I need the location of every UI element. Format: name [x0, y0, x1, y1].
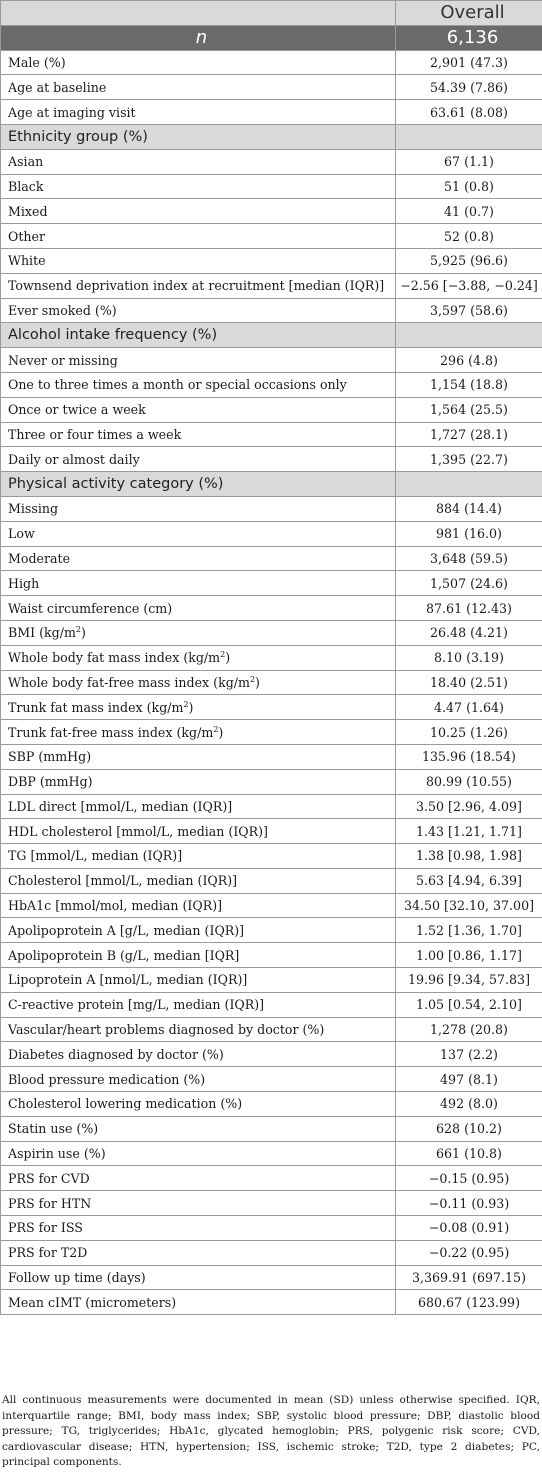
- row-value: 34.50 [32.10, 37.00]: [396, 893, 542, 918]
- table-row: [1, 1265, 542, 1290]
- row-value: 4.47 (1.64): [396, 695, 542, 720]
- row-value: −0.22 (0.95): [396, 1240, 542, 1265]
- row-label: Whole body fat-free mass index $(kg/m^2)$: [1, 670, 396, 695]
- table-row: [1, 1166, 542, 1191]
- table-row: [1, 769, 542, 794]
- row-label: Ever smoked (%): [1, 298, 396, 323]
- row-label: Age at baseline: [1, 75, 396, 100]
- table-row: [1, 496, 542, 521]
- row-label: Vascular/heart problems diagnosed by doctor (%): [1, 1017, 396, 1042]
- table-row: [1, 273, 542, 298]
- table-row: [1, 1092, 542, 1117]
- row-label: Apolipoprotein A [g/L, median (IQR)]: [1, 918, 396, 943]
- table-row: [1, 571, 542, 596]
- row-label: One to three times a month or special occasions only: [1, 372, 396, 397]
- table-row: [1, 521, 542, 546]
- row-value: 3,369.91 (697.15): [396, 1265, 542, 1290]
- section-row: [1, 124, 542, 149]
- row-label: Once or twice a week: [1, 397, 396, 422]
- row-value: 661 (10.8): [396, 1141, 542, 1166]
- row-value: 1,278 (20.8): [396, 1017, 542, 1042]
- row-value: 1,395 (22.7): [396, 447, 542, 472]
- row-label: Mean cIMT (micrometers): [1, 1290, 396, 1315]
- section-value: [396, 472, 542, 497]
- n-value: 6,136: [396, 25, 542, 50]
- row-value: 1,154 (18.8): [396, 372, 542, 397]
- row-value: 1,727 (28.1): [396, 422, 542, 447]
- row-value: 87.61 (12.43): [396, 596, 542, 621]
- row-value: 51 (0.8): [396, 174, 542, 199]
- header-row: [1, 1, 542, 26]
- table-row: [1, 1116, 542, 1141]
- section-row: [1, 472, 542, 497]
- row-label: Male (%): [1, 50, 396, 75]
- row-label: Missing: [1, 496, 396, 521]
- row-value: 3,597 (58.6): [396, 298, 542, 323]
- table-body: [1, 50, 542, 1315]
- table-footnote: All continuous measurements were documented in mean (SD) unless otherwise specified. IQR, interquartile range; BMI, body mass index; SBP, systolic blood pressure; DBP, diastolic blood pressure; TG, triglycerides; HbA1c, glycated hemoglobin; PRS, polygenic risk score; CVD, cardiovascular disease; HTN, hypertension; ISS, ischemic stroke; T2D, type 2 diabetes; PC, principal components.: [2, 1394, 540, 1468]
- column-title: Overall: [396, 1, 542, 26]
- row-value: 884 (14.4): [396, 496, 542, 521]
- table-row: [1, 447, 542, 472]
- row-value: 63.61 (8.08): [396, 100, 542, 125]
- table-row: [1, 100, 542, 125]
- row-value: 1.05 [0.54, 2.10]: [396, 992, 542, 1017]
- table-row: [1, 372, 542, 397]
- row-label: Whole body fat mass index $(kg/m^2)$: [1, 645, 396, 670]
- row-label: Trunk fat-free mass index $(kg/m^2)$: [1, 720, 396, 745]
- row-value: 52 (0.8): [396, 224, 542, 249]
- table-row: [1, 968, 542, 993]
- n-label: n: [1, 25, 396, 50]
- row-value: −0.08 (0.91): [396, 1216, 542, 1241]
- table-row: [1, 1191, 542, 1216]
- table-row: [1, 596, 542, 621]
- row-value: 8.10 (3.19): [396, 645, 542, 670]
- table-row: [1, 1017, 542, 1042]
- row-label: Townsend deprivation index at recruitment [median (IQR)]: [1, 273, 396, 298]
- row-label: Waist circumference (cm): [1, 596, 396, 621]
- row-label: Low: [1, 521, 396, 546]
- row-value: 1,507 (24.6): [396, 571, 542, 596]
- row-label: Cholesterol [mmol/L, median (IQR)]: [1, 868, 396, 893]
- row-value: 497 (8.1): [396, 1067, 542, 1092]
- row-label: White: [1, 248, 396, 273]
- row-label: Apolipoprotein B (g/L, median [IQR]: [1, 943, 396, 968]
- row-label: Lipoprotein A [nmol/L, median (IQR)]: [1, 968, 396, 993]
- row-value: 296 (4.8): [396, 348, 542, 373]
- table-row: [1, 620, 542, 645]
- table-row: [1, 75, 542, 100]
- table-row: [1, 1042, 542, 1067]
- row-label: Follow up time (days): [1, 1265, 396, 1290]
- table-row: [1, 868, 542, 893]
- table-row: [1, 645, 542, 670]
- table-row: [1, 348, 542, 373]
- section-value: [396, 124, 542, 149]
- table-row: [1, 893, 542, 918]
- section-label: Physical activity category (%): [1, 472, 396, 497]
- table-row: [1, 1290, 542, 1315]
- table-row: [1, 248, 542, 273]
- row-value: 80.99 (10.55): [396, 769, 542, 794]
- table-row: [1, 794, 542, 819]
- row-value: 19.96 [9.34, 57.83]: [396, 968, 542, 993]
- row-label: Never or missing: [1, 348, 396, 373]
- row-value: 41 (0.7): [396, 199, 542, 224]
- table-row: [1, 149, 542, 174]
- table-row: [1, 844, 542, 869]
- table-row: [1, 1240, 542, 1265]
- table-row: [1, 50, 542, 75]
- row-label: DBP (mmHg): [1, 769, 396, 794]
- row-value: 54.39 (7.86): [396, 75, 542, 100]
- row-label: Asian: [1, 149, 396, 174]
- table-row: [1, 1067, 542, 1092]
- row-label: High: [1, 571, 396, 596]
- row-value: 3,648 (59.5): [396, 546, 542, 571]
- row-label: Aspirin use (%): [1, 1141, 396, 1166]
- row-value: 1.43 [1.21, 1.71]: [396, 819, 542, 844]
- table-row: [1, 1216, 542, 1241]
- section-label: Alcohol intake frequency (%): [1, 323, 396, 348]
- table-row: [1, 397, 542, 422]
- row-label: Black: [1, 174, 396, 199]
- table-row: [1, 819, 542, 844]
- header-empty-cell: [1, 1, 396, 26]
- row-value: −0.15 (0.95): [396, 1166, 542, 1191]
- table-row: [1, 199, 542, 224]
- table-row: [1, 744, 542, 769]
- row-label: Trunk fat mass index $(kg/m^2)$: [1, 695, 396, 720]
- row-label: Diabetes diagnosed by doctor (%): [1, 1042, 396, 1067]
- section-row: [1, 323, 542, 348]
- row-value: 26.48 (4.21): [396, 620, 542, 645]
- row-value: 1.52 [1.36, 1.70]: [396, 918, 542, 943]
- n-row: [1, 25, 542, 50]
- section-value: [396, 323, 542, 348]
- table-row: [1, 670, 542, 695]
- table-row: [1, 174, 542, 199]
- row-label: LDL direct [mmol/L, median (IQR)]: [1, 794, 396, 819]
- row-value: 680.67 (123.99): [396, 1290, 542, 1315]
- table-row: [1, 695, 542, 720]
- row-label: Daily or almost daily: [1, 447, 396, 472]
- row-value: 1.00 [0.86, 1.17]: [396, 943, 542, 968]
- row-label: HDL cholesterol [mmol/L, median (IQR)]: [1, 819, 396, 844]
- row-label: SBP (mmHg): [1, 744, 396, 769]
- row-value: 981 (16.0): [396, 521, 542, 546]
- row-value: 5.63 [4.94, 6.39]: [396, 868, 542, 893]
- row-value: 1,564 (25.5): [396, 397, 542, 422]
- table-row: [1, 298, 542, 323]
- row-label: C-reactive protein [mg/L, median (IQR)]: [1, 992, 396, 1017]
- row-label: Blood pressure medication (%): [1, 1067, 396, 1092]
- row-label: PRS for T2D: [1, 1240, 396, 1265]
- row-label: Moderate: [1, 546, 396, 571]
- row-label: Three or four times a week: [1, 422, 396, 447]
- table-row: [1, 224, 542, 249]
- table-row: [1, 992, 542, 1017]
- table-row: [1, 546, 542, 571]
- table-row: [1, 918, 542, 943]
- row-label: PRS for HTN: [1, 1191, 396, 1216]
- row-label: HbA1c [mmol/mol, median (IQR)]: [1, 893, 396, 918]
- row-value: 492 (8.0): [396, 1092, 542, 1117]
- row-value: 3.50 [2.96, 4.09]: [396, 794, 542, 819]
- row-value: 10.25 (1.26): [396, 720, 542, 745]
- row-value: 18.40 (2.51): [396, 670, 542, 695]
- row-label: TG [mmol/L, median (IQR)]: [1, 844, 396, 869]
- row-value: −0.11 (0.93): [396, 1191, 542, 1216]
- row-value: 2,901 (47.3): [396, 50, 542, 75]
- row-label: PRS for ISS: [1, 1216, 396, 1241]
- row-label: Age at imaging visit: [1, 100, 396, 125]
- row-value: 135.96 (18.54): [396, 744, 542, 769]
- row-label: BMI $(kg/m^2)$: [1, 620, 396, 645]
- row-value: −2.56 [−3.88, −0.24]: [396, 273, 542, 298]
- row-label: Mixed: [1, 199, 396, 224]
- row-value: 67 (1.1): [396, 149, 542, 174]
- row-label: Cholesterol lowering medication (%): [1, 1092, 396, 1117]
- table-row: [1, 1141, 542, 1166]
- row-label: PRS for CVD: [1, 1166, 396, 1191]
- section-label: Ethnicity group (%): [1, 124, 396, 149]
- table-row: [1, 720, 542, 745]
- table-row: [1, 422, 542, 447]
- row-value: 5,925 (96.6): [396, 248, 542, 273]
- row-label: Statin use (%): [1, 1116, 396, 1141]
- row-label: Other: [1, 224, 396, 249]
- row-value: 137 (2.2): [396, 1042, 542, 1067]
- row-value: 628 (10.2): [396, 1116, 542, 1141]
- table-row: [1, 943, 542, 968]
- row-value: 1.38 [0.98, 1.98]: [396, 844, 542, 869]
